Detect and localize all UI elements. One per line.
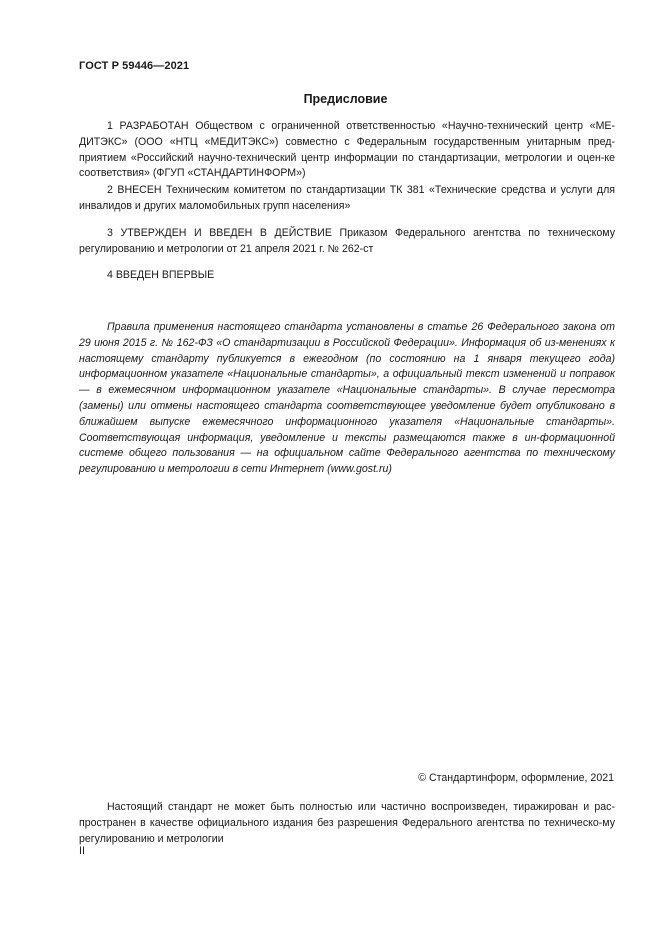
item-developed: 1 РАЗРАБОТАН Обществом с ограниченной ответственностью «Научно-технический центр «МЕ-ДИТЭКС» (ООО «НТЦ «МЕДИТЭКС») совместно с Федеральным государственным унитарным пред-приятием «Российский научно-технический центр информации по стандартизации, метрологии и оцен-ке соответствия» (ФГУП «СТАНДАРТИНФОРМ») <box>79 120 615 180</box>
page-title <box>0 92 661 106</box>
item-introduced: 2 ВНЕСЕН Техническим комитетом по стандартизации ТК 381 «Технические средства и услуги для инвалидов и других маломобильных групп населения» <box>79 184 615 212</box>
rules-note: Правила применения настоящего стандарта установлены в статье 26 Федерального закона от 29 июня 2015 г. № 162-ФЗ «О стандартизации в Российской Федерации». Информация об из-менениях к настоящему стандарту публикуется в ежегодном (по состоянию на 1 января текущего года) информационном указателе «Национальные стандарты», а официальный текст изменений и поправок — в ежемесячном информационном указателе «Национальные стандарты». В случае пересмотра (замены) или отмены настоящего стандарта соответствующее уведомление будет опубликовано в ближайшем выпуске ежемесячного информационного указателя «Национальные стандарты». Соответствующая информация, уведомление и тексты размещаются также в ин-формационной системе общего пользования — на официальном сайте Федерального агентства по техническому регулированию и метрологии в сети Интернет (www.gost.ru) <box>79 321 615 476</box>
reproduction-notice: Настоящий стандарт не может быть полностью или частично воспроизведен, тиражирован и рас-пространен в качестве официального издания без разрешения Федерального агентства по техническо-му регулированию и метрологии <box>79 801 615 845</box>
item-first-introduced: 4 ВВЕДЕН ВПЕРВЫЕ <box>107 269 215 281</box>
item-approved: 3 УТВЕРЖДЕН И ВВЕДЕН В ДЕЙСТВИЕ Приказом Федерального агентства по техническому регулированию и метрологии от 21 апреля 2021 г. № 262-ст <box>79 227 615 255</box>
page-number: II <box>79 845 85 857</box>
standard-code: ГОСТ Р 59446—2021 <box>79 60 190 72</box>
copyright-line: © Стандартинформ, оформление, 2021 <box>418 772 614 784</box>
page-title-text: Предисловие <box>303 92 388 106</box>
